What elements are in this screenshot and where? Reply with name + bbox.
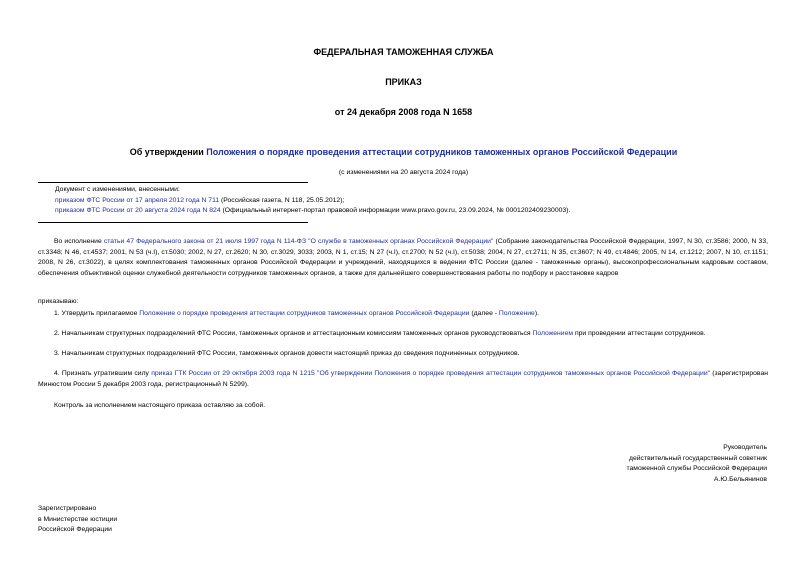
item-2-text: 2. Начальникам структурных подразделений ФТС России, таможенных органов и аттестационным комиссиям таможенных органов руководствоваться <box>54 330 533 337</box>
amendments-intro: Документ с изменениями, внесенными: <box>55 186 180 193</box>
item-1-text: 1. Утвердить прилагаемое <box>54 310 140 317</box>
item-4 <box>38 369 768 390</box>
title-prefix: Об утверждении <box>129 147 207 157</box>
signature-rank: действительный государственный советник <box>629 454 767 462</box>
amendment-source: (Российская газета, N 118, 25.05.2012); <box>219 196 345 204</box>
signature-title: Руководитель <box>723 444 767 451</box>
amendment-link-2012[interactable]: приказом ФТС России от 17 апреля 2012 года N 711 <box>55 196 220 204</box>
registration-line: Российской Федерации <box>38 526 112 533</box>
title-link[interactable]: Положения о порядке проведения аттестации сотрудников таможенных органов Российской Федерации <box>206 147 678 157</box>
regulation-short-link[interactable]: Положение <box>498 310 535 317</box>
signature-block <box>626 443 767 485</box>
item-4-text: 4. Признать утратившим силу <box>54 370 152 377</box>
regulation-ref-link[interactable]: Положением <box>532 330 574 337</box>
amendment-link-2024[interactable]: приказом ФТС России от 20 августа 2024 года N 824 <box>55 207 221 214</box>
control-paragraph: Контроль за исполнением настоящего приказа оставляю за собой. <box>54 402 266 409</box>
registration-line: в Министерстве юстиции <box>38 515 118 523</box>
preamble-paragraph <box>38 237 768 279</box>
amendment-item <box>55 206 775 217</box>
preamble-text: (Собрание законодательства Российской Федерации, 1997, N 30, ст.3586; 2000, N 33, ст.3348; N 46, ст.4537; 2001, N 53 (ч.I), ст.5030; 2002, N 27, ст.2620; N 30, ст.3029, 3033; 2003, N 1, ст.15; N 27 (ч.I), ст.2700; N 52 (ч.I), ст.5038; 2004, N 27, ст.2711; N 35, ст.3607; N 49, ст.4846; 2005, N 14, ст.1212; 2007, N 10, ст.1151; 2008, N 26, ст.3022), в целях комплектования таможенных органов Российской Федерации и учреждений, находящихся в ведении ФТС России (далее - таможенные органы), высокопрофессиональным кадровым составом, обеспечения объективной оценки служебной деятельности сотрудников таможенных органов, а также для дальнейшего совершенствования работы по подбору и расстановке кадров <box>38 238 768 277</box>
item-4-text: (зарегистрирован Минюстом России 5 декабря 2003 года, регистрационный N 5299). <box>38 370 769 388</box>
regulation-link[interactable]: Положение о порядке проведения аттестации сотрудников таможенных органов Российской Федерации <box>139 310 470 317</box>
item-2 <box>38 329 768 340</box>
amendments-block <box>55 185 775 217</box>
federal-law-link[interactable]: статьи 47 Федерального закона от 21 июля 1997 года N 114-ФЗ "О службе в таможенных органах Российской Федерации" <box>103 238 494 245</box>
item-3: 3. Начальникам структурных подразделений ФТС России, таможенных органов довести настоящий приказ до сведения подчиненных сотрудников. <box>54 350 520 357</box>
agency-heading: ФЕДЕРАЛЬНАЯ ТАМОЖЕННАЯ СЛУЖБА <box>313 47 494 57</box>
signature-name: А.Ю.Бельянинов <box>713 475 767 483</box>
doc-type-heading: ПРИКАЗ <box>385 77 422 87</box>
repealed-order-link[interactable]: приказ ГТК России от 29 октября 2003 года N 1215 "Об утверждении Положения о порядке проведения аттестации сотрудников таможенных органов Российской Федерации" <box>151 370 711 377</box>
signature-service: таможенной службы Российской Федерации <box>626 465 767 472</box>
item-1 <box>38 309 768 320</box>
revision-note: (с изменениями на 20 августа 2024 года) <box>338 169 469 176</box>
item-1-text: (далее - <box>469 310 499 317</box>
preamble-lead: Во исполнение <box>54 238 104 245</box>
order-word: приказываю: <box>38 298 79 305</box>
item-2-text: при проведении аттестации сотрудников. <box>573 330 706 337</box>
divider-top <box>38 182 308 183</box>
item-1-text: ). <box>534 310 539 317</box>
divider-bottom <box>38 222 308 223</box>
registration-line: Зарегистрировано <box>38 505 97 512</box>
registration-block <box>38 504 117 536</box>
date-number-heading: от 24 декабря 2008 года N 1658 <box>334 107 473 117</box>
amendment-source: (Официальный интернет-портал правовой информации www.pravo.gov.ru, 23.09.2024, № 0001202409230003). <box>220 207 571 214</box>
document-title <box>0 147 807 157</box>
amendment-item <box>55 196 775 207</box>
